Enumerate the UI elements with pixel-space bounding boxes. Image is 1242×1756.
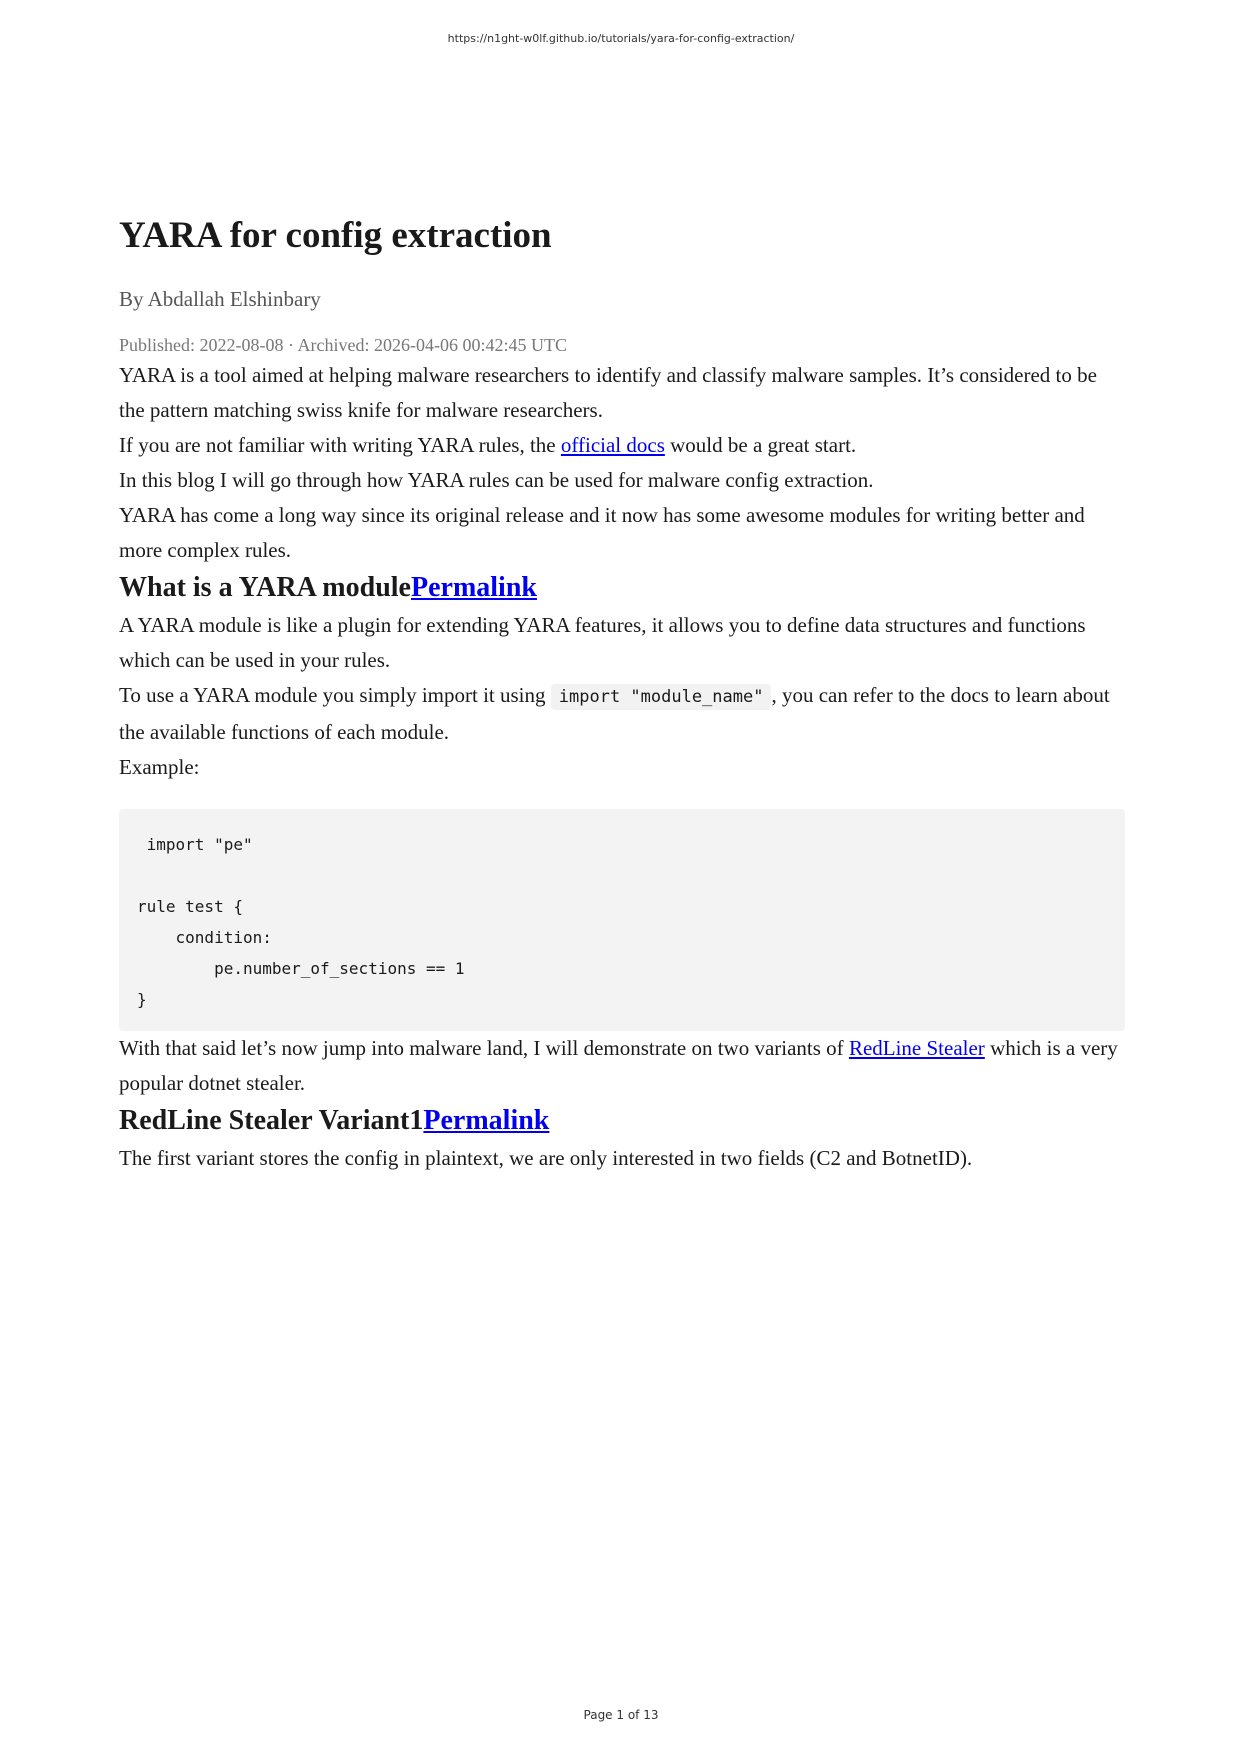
paragraph-docs-text-before: If you are not familiar with writing YARA rules, the xyxy=(119,433,561,457)
paragraph-example-label: Example: xyxy=(119,755,200,779)
article-meta: Published: 2022-08-08 · Archived: 2026-04-06 00:42:45 UTC xyxy=(119,335,567,355)
paragraph-redline-intro xyxy=(119,1031,1125,1101)
permalink-redline-variant1[interactable]: Permalink xyxy=(423,1105,550,1136)
paragraph-module-definition: A YARA module is like a plugin for extending YARA features, it allows you to define data structures and functions which can be used in your rules. xyxy=(119,613,1086,672)
page-url-header: https://n1ght-w0lf.github.io/tutorials/yara-for-config-extraction/ xyxy=(447,32,795,45)
paragraph-variant1-config: The first variant stores the config in plaintext, we are only interested in two fields (C2 and BotnetID). xyxy=(119,1146,973,1170)
paragraph-docs-text-after: would be a great start. xyxy=(664,433,857,457)
paragraph-redline-text-before: With that said let’s now jump into malware land, I will demonstrate on two variants of xyxy=(119,1036,849,1060)
article-byline: By Abdallah Elshinbary xyxy=(119,287,321,311)
paragraph-redline-text-after: which is a very popular dotnet stealer. xyxy=(119,1036,1118,1095)
paragraph-docs xyxy=(119,428,1125,463)
article xyxy=(119,210,1125,1176)
redline-stealer-link[interactable]: RedLine Stealer xyxy=(848,1036,985,1060)
inline-code-import: import "module_name" xyxy=(551,684,772,710)
official-docs-link[interactable]: official docs xyxy=(560,433,665,457)
section-heading-text: RedLine Stealer Variant1 xyxy=(119,1105,424,1136)
article-title: YARA for config extraction xyxy=(119,215,552,256)
page-number-footer: Page 1 of 13 xyxy=(583,1708,659,1722)
section-heading-yara-module xyxy=(119,568,1125,608)
paragraph-blog-purpose: In this blog I will go through how YARA rules can be used for malware config extraction. xyxy=(119,468,874,492)
paragraph-module-import xyxy=(119,678,1125,750)
code-block-yara-rule: import "pe" rule test { condition: pe.number_of_sections == 1 } xyxy=(119,809,1125,1031)
paragraph-import-text-after: , you can refer to the docs to learn about the available functions of each module. xyxy=(119,683,1110,744)
permalink-yara-module[interactable]: Permalink xyxy=(410,572,537,603)
paragraph-intro: YARA is a tool aimed at helping malware researchers to identify and classify malware samples. It’s considered to be the pattern matching swiss knife for malware researchers. xyxy=(119,363,1097,422)
paragraph-yara-modules: YARA has come a long way since its original release and it now has some awesome modules for writing better and more complex rules. xyxy=(119,503,1085,562)
section-heading-text: What is a YARA module xyxy=(119,572,411,603)
paragraph-import-text-before: To use a YARA module you simply import it using xyxy=(119,683,551,707)
section-heading-redline-variant1 xyxy=(119,1101,1125,1141)
